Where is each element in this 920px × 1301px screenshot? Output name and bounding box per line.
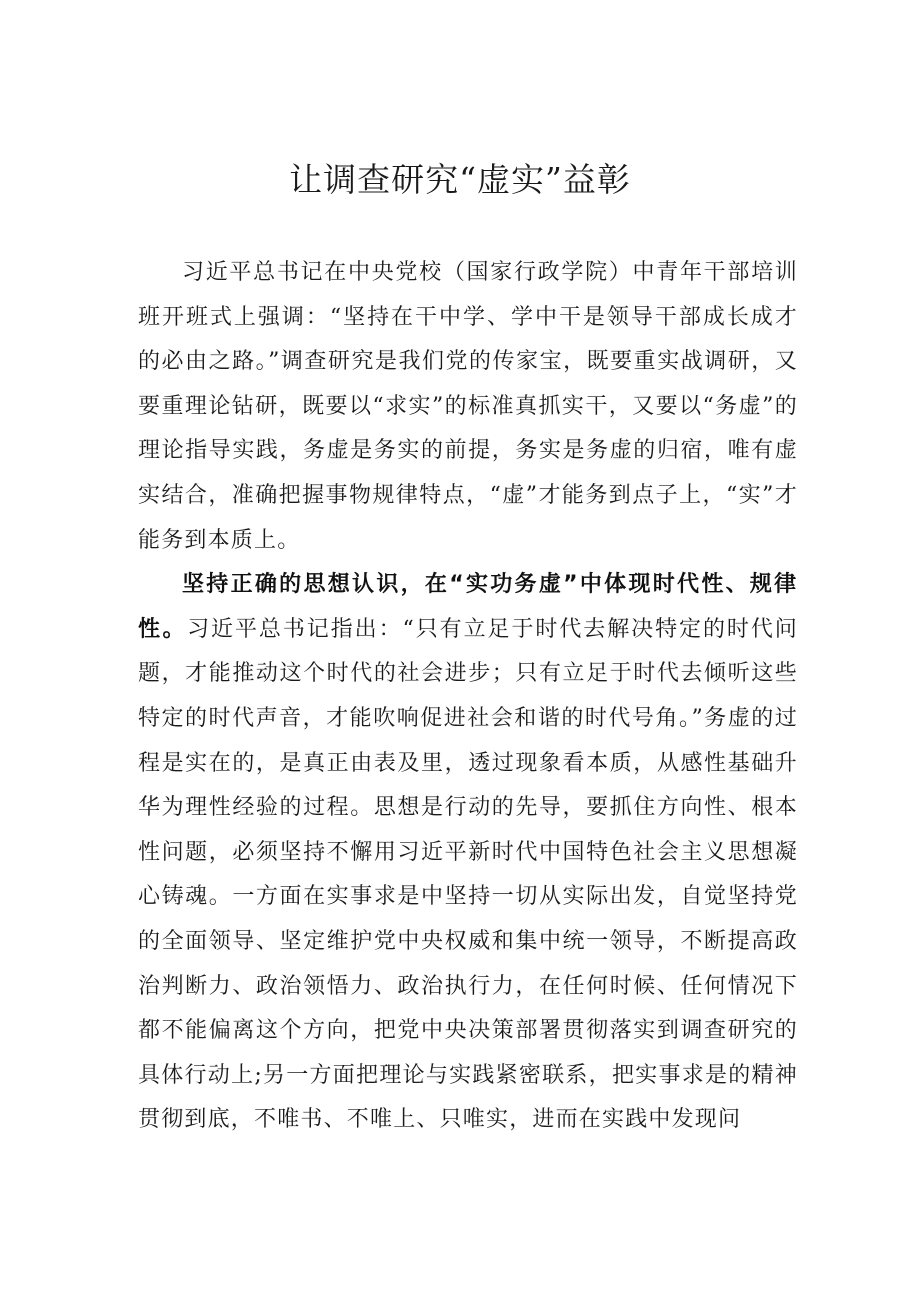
paragraph-intro — [138, 251, 798, 563]
document-title: 让调查研究“虚实”益彰 — [289, 160, 631, 199]
paragraph-intro-text: 习近平总书记在中央党校（国家行政学院）中青年干部培训班开班式上强调：“坚持在干中学、学中干是领导干部成长成才的必由之路。”调查研究是我们党的传家宝，既要重实战调研，又要重理论钻研，既要以“求实”的标准真抓实干，又要以“务虚”的理论指导实践，务虚是务实的前提，务实是务虚的归宿，唯有虚实结合，准确把握事物规律特点，“虚”才能务到点子上，“实”才能务到本质上。 — [138, 260, 798, 553]
paragraph-section-1 — [138, 563, 798, 1143]
document-body — [138, 251, 798, 1143]
section-1-heading: 坚持正确的思想认识，在“实功务虚”中体现时代性、规律性。 — [138, 572, 798, 642]
section-1-text: 习近平总书记指出：“只有立足于时代去解决特定的时代问题，才能推动这个时代的社会进步；只有立足于时代去倾听这些特定的时代声音，才能吹响促进社会和谐的时代号角。”务虚的过程是实在的，是真正由表及里，透过现象看本质，从感性基础升华为理性经验的过程。思想是行动的先导，要抓住方向性、根本性问题，必须坚持不懈用习近平新时代中国特色社会主义思想凝心铸魂。一方面在实事求是中坚持一切从实际出发，自觉坚持党的全面领导、坚定维护党中央权威和集中统一领导，不断提高政治判断力、政治领悟力、政治执行力，在任何时候、任何情况下都不能偏离这个方向，把党中央决策部署贯彻落实到调查研究的具体行动上;另一方面把理论与实践紧密联系，把实事求是的精神贯彻到底，不唯书、不唯上、只唯实，进而在实践中发现问 — [138, 616, 798, 1133]
